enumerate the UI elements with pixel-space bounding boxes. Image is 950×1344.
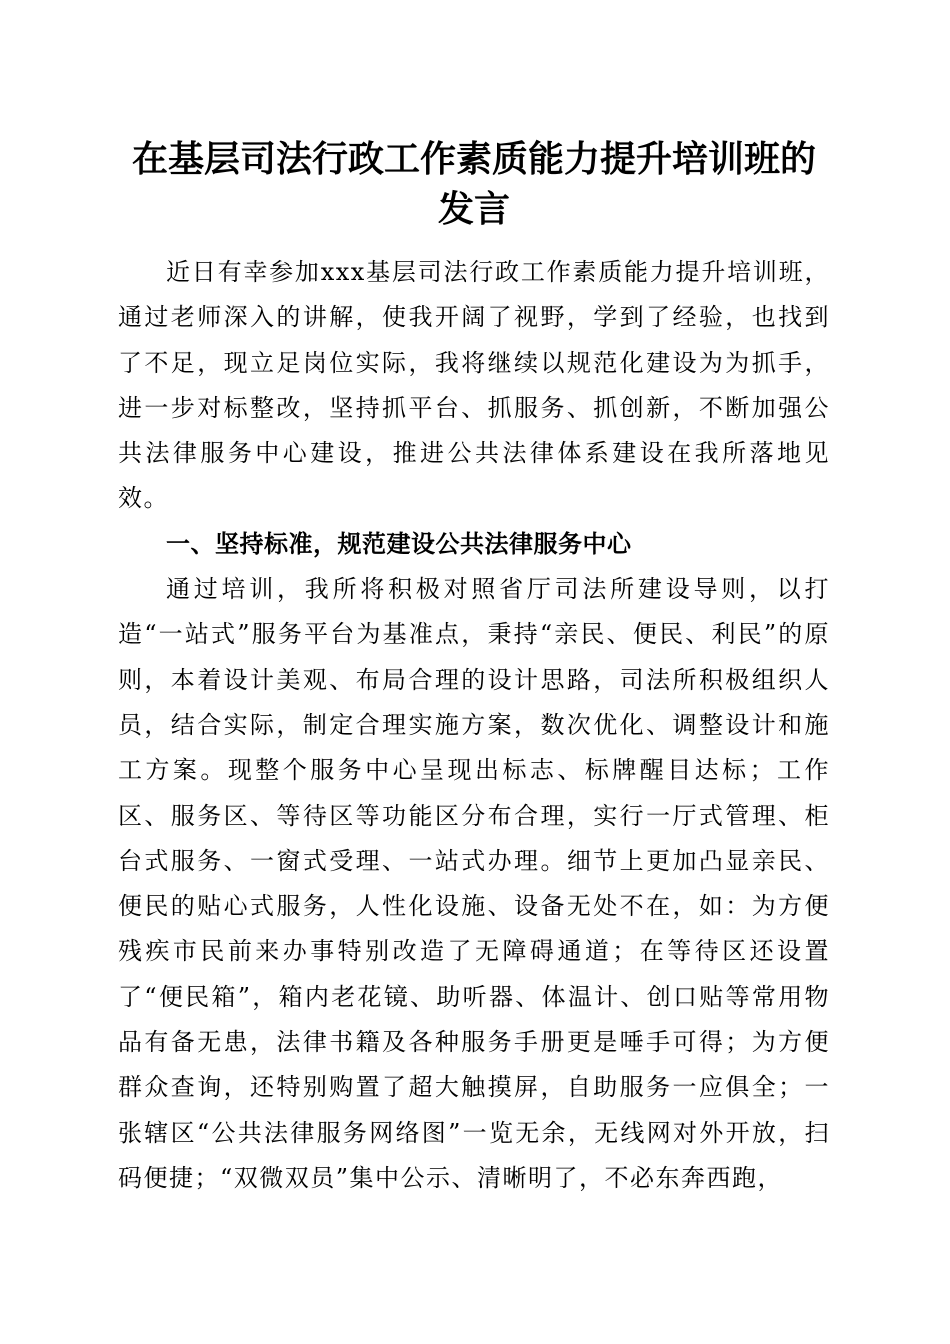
document-title: 在基层司法行政工作素质能力提升培训班的发言 — [131, 138, 816, 230]
section-1-paragraph: 通过培训，我所将积极对照省厅司法所建设导则，以打造“一站式”服务平台为基准点，秉持“亲民、便民、利民”的原则，本着设计美观、布局合理的设计思路，司法所积极组织人员，结合实际，制定合理实施方案，数次优化、调整设计和施工方案。现整个服务中心呈现出标志、标牌醒目达标；工作区、服务区、等待区等功能区分布合理，实行一厅式管理、柜台式服务、一窗式受理、一站式办理。细节上更加凸显亲民、便民的贴心式服务，人性化设施、设备无处不在，如：为方便残疾市民前来办事特别改造了无障碍通道；在等待区还设置了“便民箱”，箱内老花镜、助听器、体温计、创口贴等常用物品有备无患，法律书籍及各种服务手册更是唾手可得；为方便群众查询，还特别购置了超大触摸屏，自助服务一应俱全；一张辖区“公共法律服务网络图”一览无余，无线网对外开放，扫码便捷；“双微双员”集中公示、清晰明了，不必东奔西跑， — [118, 575, 830, 1192]
document-body — [118, 250, 830, 1201]
section-heading-1: 一、坚持标准，规范建设公共法律服务中心 — [166, 529, 632, 558]
intro-paragraph: 近日有幸参加xxx基层司法行政工作素质能力提升培训班，通过老师深入的讲解，使我开阔了视野，学到了经验，也找到了不足，现立足岗位实际，我将继续以规范化建设为为抓手，进一步对标整改，坚持抓平台、抓服务、抓创新，不断加强公共法律服务中心建设，推进公共法律体系建设在我所落地见效。 — [118, 258, 830, 513]
